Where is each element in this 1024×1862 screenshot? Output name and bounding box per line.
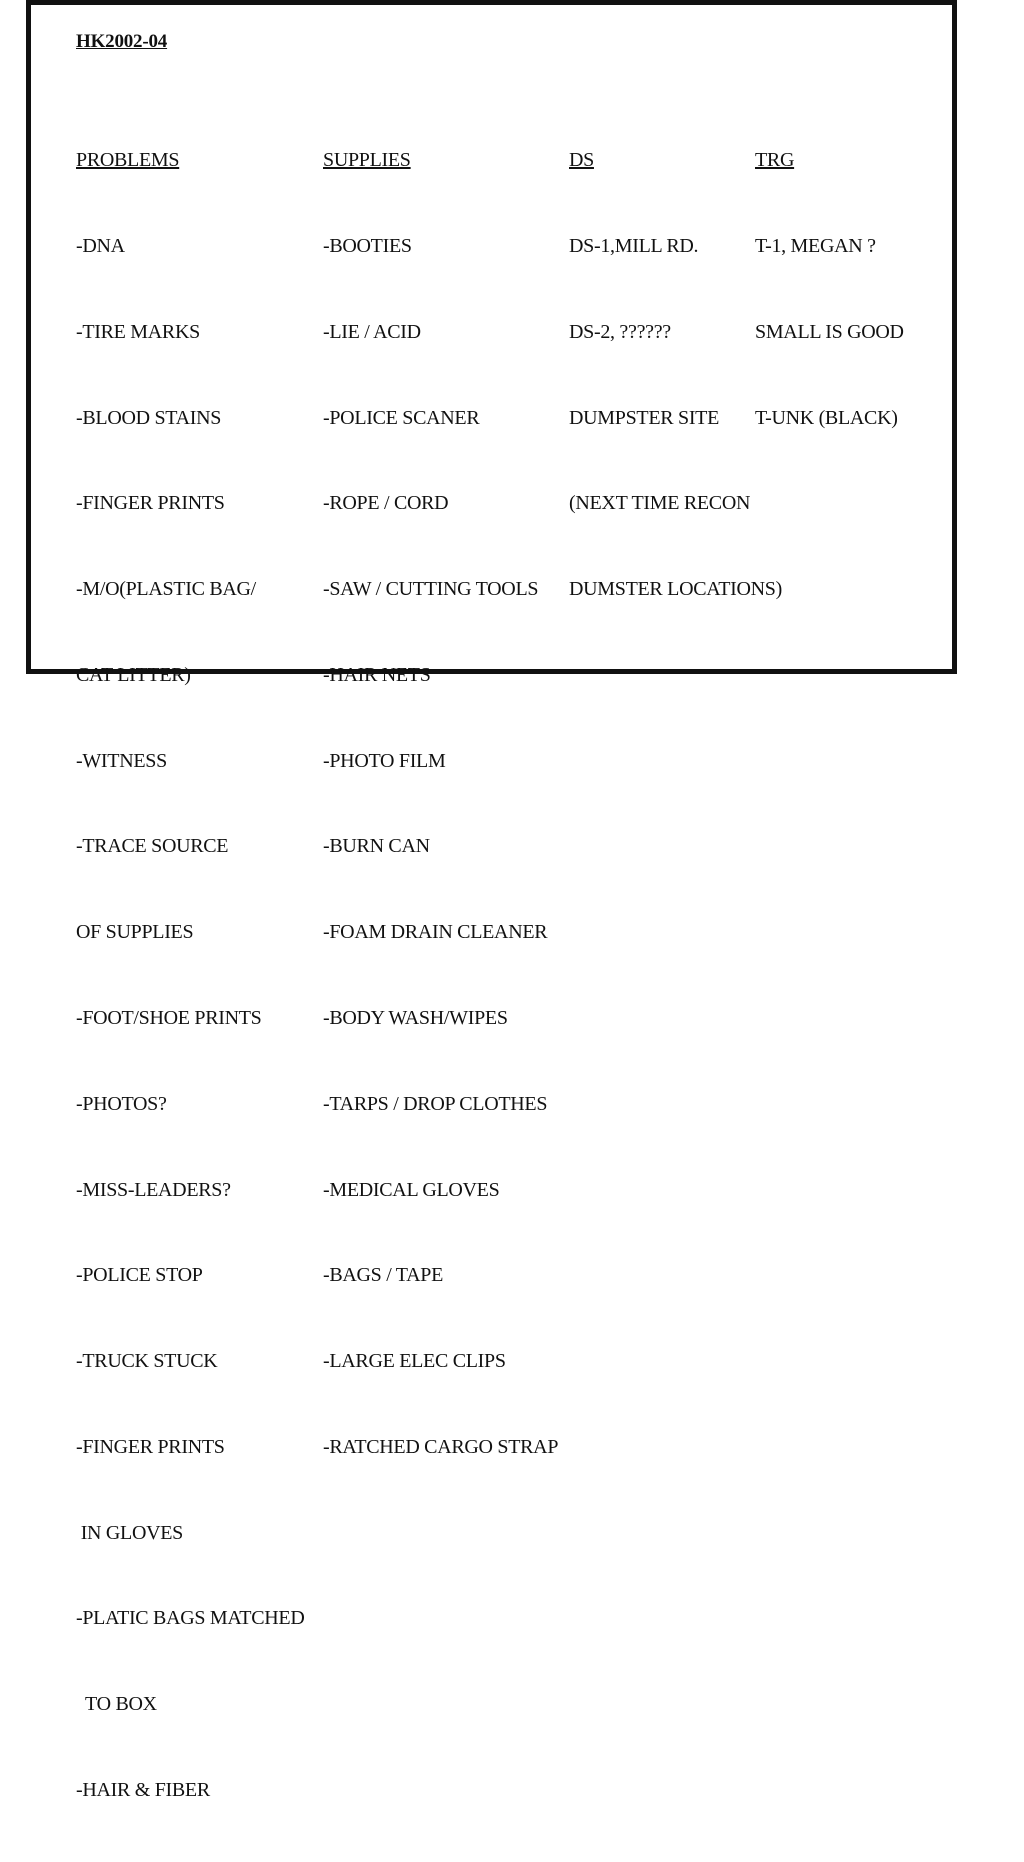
- problems-line: -PLATIC BAGS MATCHED: [76, 1607, 305, 1630]
- supplies-line: -BOOTIES: [323, 234, 412, 257]
- trg-header: TRG: [755, 149, 795, 172]
- problems-line: -DNA: [76, 234, 125, 257]
- supplies-line: -TARPS / DROP CLOTHES: [323, 1092, 548, 1115]
- ds-line: DS-1,MILL RD.: [569, 234, 699, 257]
- ds-line: DUMPSTER SITE: [569, 406, 720, 429]
- problems-line: -FINGER PRINTS: [76, 1435, 225, 1458]
- supplies-line: -POLICE SCANER: [323, 406, 480, 429]
- supplies-line: -BAGS / TAPE: [323, 1264, 444, 1287]
- supplies-line: -BURN CAN: [323, 835, 430, 858]
- problems-line: -BLOOD STAINS: [76, 406, 222, 429]
- ds-column: [569, 89, 782, 661]
- supplies-line: -LARGE ELEC CLIPS: [323, 1350, 506, 1373]
- problems-column: [76, 89, 304, 1862]
- problems-line: -TRUCK STUCK: [76, 1350, 218, 1373]
- document-title: HK2002-04: [76, 31, 168, 52]
- supplies-line: -FOAM DRAIN CLEANER: [323, 921, 548, 944]
- problems-line: -PHOTOS?: [76, 1092, 167, 1115]
- problems-line: -HAIR & FIBER: [76, 1779, 210, 1802]
- supplies-line: -MEDICAL GLOVES: [323, 1178, 500, 1201]
- ds-line: DS-2, ??????: [569, 320, 671, 343]
- supplies-line: -SAW / CUTTING TOOLS: [323, 578, 539, 601]
- supplies-line: -LIE / ACID: [323, 320, 421, 343]
- problems-line: TO BOX: [76, 1693, 157, 1716]
- supplies-line: -ROPE / CORD: [323, 492, 449, 515]
- document-page: [31, 5, 952, 1802]
- supplies-column: [323, 89, 558, 1519]
- problems-header: PROBLEMS: [76, 149, 180, 172]
- problems-line: OF SUPPLIES: [76, 921, 194, 944]
- problems-line: -POLICE STOP: [76, 1264, 203, 1287]
- trg-line: SMALL IS GOOD: [755, 320, 904, 343]
- problems-line: CAT LITTER): [76, 663, 191, 686]
- problems-line: -MISS-LEADERS?: [76, 1178, 231, 1201]
- supplies-line: -PHOTO FILM: [323, 749, 446, 772]
- problems-line: -M/O(PLASTIC BAG/: [76, 578, 256, 601]
- problems-line: -TIRE MARKS: [76, 320, 200, 343]
- document-frame: [26, 0, 957, 1802]
- supplies-line: -RATCHED CARGO STRAP: [323, 1435, 559, 1458]
- ds-line: DUMSTER LOCATIONS): [569, 578, 782, 601]
- ds-line: (NEXT TIME RECON: [569, 492, 751, 515]
- trg-line: T-1, MEGAN ?: [755, 234, 876, 257]
- problems-line: -TRACE SOURCE: [76, 835, 229, 858]
- trg-column: [755, 89, 904, 489]
- ds-header: DS: [569, 149, 594, 172]
- supplies-line: -HAIR NETS: [323, 663, 431, 686]
- problems-line: -WITNESS: [76, 749, 167, 772]
- problems-line: IN GLOVES: [76, 1521, 183, 1544]
- problems-line: -FINGER PRINTS: [76, 492, 225, 515]
- supplies-header: SUPPLIES: [323, 149, 411, 172]
- trg-line: T-UNK (BLACK): [755, 406, 898, 429]
- problems-line: -FOOT/SHOE PRINTS: [76, 1007, 262, 1029]
- supplies-line: -BODY WASH/WIPES: [323, 1007, 508, 1029]
